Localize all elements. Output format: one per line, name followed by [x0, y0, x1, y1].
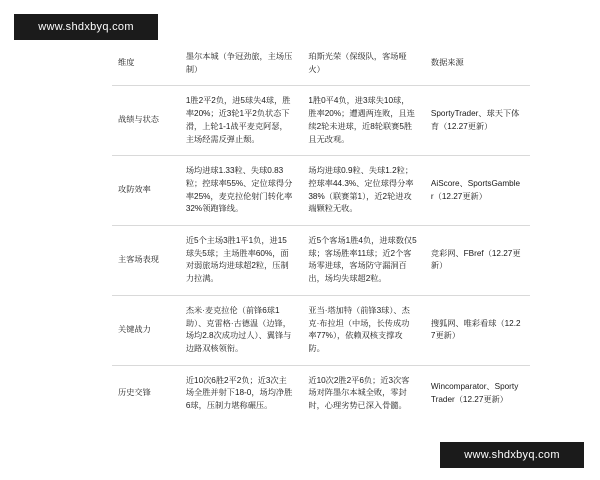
row-team-b: 亚当·塔加特（前锋3球）、杰克·布拉坦（中场，长传成功率77%），依赖双核支撑攻防。	[302, 295, 425, 365]
table-row	[112, 156, 530, 226]
row-team-b: 近5个客场1胜4负，进球数仅5球；客场胜率11球；近2个客场零进球，客场防守漏洞百出，场均失球超2粒。	[302, 226, 425, 296]
row-source: Wincomparator、SportyTrader（12.27更新）	[425, 365, 530, 422]
watermark-bottom: www.shdxbyq.com	[440, 442, 584, 468]
row-team-b: 场均进球0.9粒、失球1.2粒；控球率44.3%、定位球得分率38%（联赛第1），近2轮进攻端颗粒无收。	[302, 156, 425, 226]
row-source: AiScore、SportsGambler（12.27更新）	[425, 156, 530, 226]
row-team-a: 杰米·麦克拉伦（前锋6球1助）、克雷格·古德温（边锋，场均2.8次成功过人）、翼锋与边路双核领衔。	[180, 295, 303, 365]
row-dimension: 历史交锋	[112, 365, 180, 422]
row-team-b: 近10次2胜2平6负；近3次客场对阵墨尔本城全败，零封时，心理劣势已深入骨髓。	[302, 365, 425, 422]
row-team-a: 场均进球1.33粒、失球0.83粒；控球率55%、定位球得分率25%，麦克拉伦射门转化率32%领跑锋线。	[180, 156, 303, 226]
column-header-source: 数据来源	[425, 42, 530, 86]
row-source: SportyTrader、球天下体育（12.27更新）	[425, 86, 530, 156]
row-dimension: 主客场表现	[112, 226, 180, 296]
row-dimension: 战绩与状态	[112, 86, 180, 156]
row-source: 竞彩网、FBref（12.27更新）	[425, 226, 530, 296]
table-row	[112, 86, 530, 156]
table-row	[112, 295, 530, 365]
comparison-table	[112, 42, 530, 422]
row-team-b: 1胜0平4负，进3球失10球，胜率20%；遭遇两连败，且连续2轮未进球，近8轮联赛5胜且无改观。	[302, 86, 425, 156]
row-source: 搜狐网、唯彩看球（12.27更新）	[425, 295, 530, 365]
row-team-a: 1胜2平2负，进5球失4球，胜率20%；近3轮1平2负状态下滑，上轮1-1战平麦克阿瑟，主场经需反弹止颓。	[180, 86, 303, 156]
row-team-a: 近10次6胜2平2负；近3次主场全胜并射下18-0，场均净胜6球，压制力堪称碾压。	[180, 365, 303, 422]
row-dimension: 关键战力	[112, 295, 180, 365]
table-row	[112, 365, 530, 422]
column-header-dimension: 维度	[112, 42, 180, 86]
watermark-top: www.shdxbyq.com	[14, 14, 158, 40]
column-header-team-a: 墨尔本城（争冠劲旅，主场压制）	[180, 42, 303, 86]
column-header-team-b: 珀斯光荣（保级队，客场哑火）	[302, 42, 425, 86]
row-dimension: 攻防效率	[112, 156, 180, 226]
table-row	[112, 226, 530, 296]
row-team-a: 近5个主场3胜1平1负，进15球失5球；主场胜率60%，面对弱旅场均进球超2粒，压制力拉满。	[180, 226, 303, 296]
table-header-row	[112, 42, 530, 86]
